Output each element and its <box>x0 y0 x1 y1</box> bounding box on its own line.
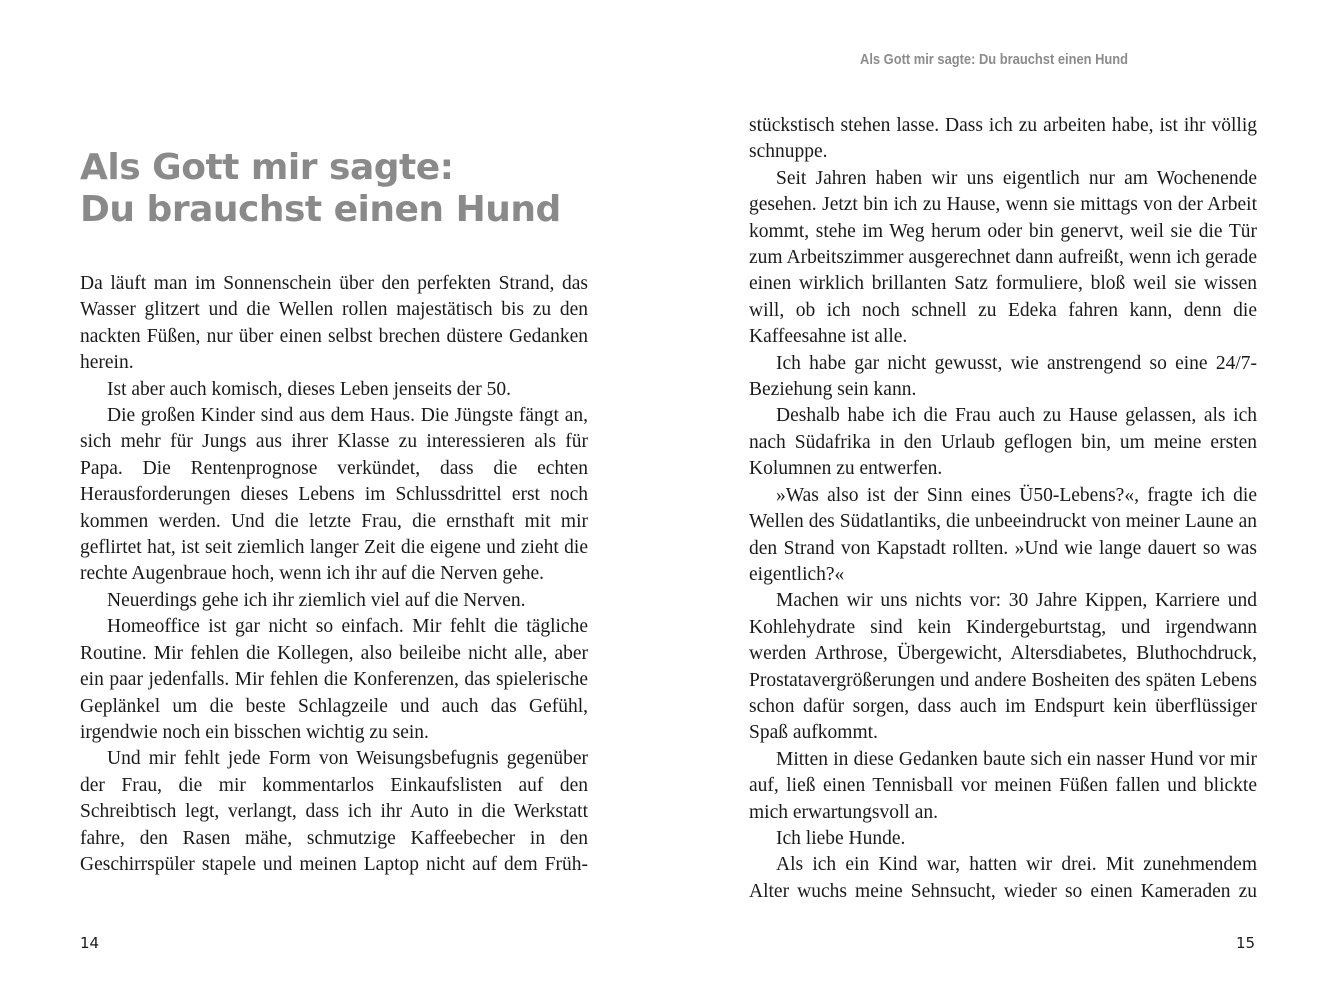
page-number: 14 <box>80 934 100 952</box>
chapter-title <box>80 147 561 231</box>
paragraph: Ich liebe Hunde. <box>776 827 906 849</box>
paragraph: stückstisch stehen lasse. Dass ich zu arbeiten habe, ist ihr völlig schnuppe. <box>749 115 1257 163</box>
page-number: 15 <box>1236 934 1256 952</box>
paragraph: Neuerdings gehe ich ihr ziemlich viel auf die Nerven. <box>107 589 526 611</box>
paragraph: Machen wir uns nichts vor: 30 Jahre Kippen, Karriere und Kohlehydrate sind kein Kindergeburtstag, und irgendwann werden Arthrose, Übergewicht, Altersdiabetes, Bluthochdruck, Prostatavergrößerungen und andere Bosheiten des späten Lebens schon dafür sorgen, dass auch im Endspurt kein überflüssiger Spaß aufkommt. <box>749 590 1257 744</box>
paragraph: Seit Jahren haben wir uns eigentlich nur am Wochenende gesehen. Jetzt bin ich zu Hause, wenn sie mittags von der Arbeit kommt, stehe im Weg herum oder bin genervt, weil sie die Tür zum Arbeitszimmer ausgerechnet dann aufreißt, wenn ich gerade einen wirklich brillanten Satz formuliere, bloß weil sie wissen will, ob ich noch schnell zu Edeka fahren kann, denn die Kaffeesahne ist alle. <box>749 167 1257 348</box>
paragraph: Ist aber auch komisch, dieses Leben jenseits der 50. <box>107 378 511 400</box>
paragraph: Da läuft man im Sonnenschein über den perfekten Strand, das Wasser glitzert und die Wellen rollen majestätisch bis zu den nackten Füßen, nur über einen selbst brechen düstere Gedanken herein. <box>80 273 588 374</box>
running-header: Als Gott mir sagte: Du brauchst einen Hund <box>860 51 1129 68</box>
paragraph: Homeoffice ist gar nicht so einfach. Mir fehlt die tägliche Routine. Mir fehlen die Kollegen, also beileibe nicht alle, aber ein paar jedenfalls. Mir fehlen die Konferenzen, das spielerische Geplänkel um die beste Schlagzeile und auch das Gefühl, irgendwie noch ein bisschen wichtig zu sein. <box>80 616 588 743</box>
paragraph: »Was also ist der Sinn eines Ü50-Lebens?«, fragte ich die Wellen des Südatlantiks, die unbeeindruckt von meiner Laune an den Strand von Kapstadt rollten. »Und wie lange dauert so was eigentlich?« <box>749 484 1257 585</box>
paragraph: Ich habe gar nicht gewusst, wie anstrengend so eine 24/7-Beziehung sein kann. <box>749 352 1257 401</box>
chapter-title-line-1: Als Gott mir sagte: <box>80 147 454 188</box>
paragraph: Deshalb habe ich die Frau auch zu Hause gelassen, als ich nach Südafrika in den Urlaub geflogen bin, um meine ersten Kolumnen zu entwerfen. <box>749 405 1257 480</box>
paragraph: Die großen Kinder sind aus dem Haus. Die Jüngste fängt an, sich mehr für Jungs aus ihrer Klasse zu interessieren als für Papa. Die Rentenprognose verkündet, dass die echten Herausforderungen dieses Lebens im Schlussdrittel erst noch kommen werden. Und die letzte Frau, die ernsthaft mit mir geflirtet hat, ist seit ziemlich langer Zeit die eigene und zieht die rechte Augenbraue hoch, wenn ich ihr auf die Nerven gehe. <box>80 405 588 585</box>
paragraph: Als ich ein Kind war, hatten wir drei. Mit zunehmendem Alter wuchs meine Sehnsucht, wieder so einen Kameraden zu <box>749 854 1257 902</box>
right-page-body <box>749 113 1257 905</box>
left-page <box>0 0 668 1000</box>
paragraph: Mitten in diese Gedanken baute sich ein nasser Hund vor mir auf, ließ einen Tennisball vor meinen Füßen fallen und blickte mich erwartungsvoll an. <box>749 748 1257 823</box>
left-page-body <box>80 271 588 878</box>
chapter-title-line-2: Du brauchst einen Hund <box>80 189 561 230</box>
paragraph: Und mir fehlt jede Form von Weisungsbefugnis gegenüber der Frau, die mir kommentarlos Einkaufslisten auf den Schreibtisch legt, verlangt, dass ich ihr Auto in die Werkstatt fahre, den Rasen mähe, schmutzige Kaffeebecher in den Geschirrspüler stapele und meinen Laptop nicht auf dem Früh- <box>80 748 588 875</box>
right-page <box>668 0 1337 1000</box>
